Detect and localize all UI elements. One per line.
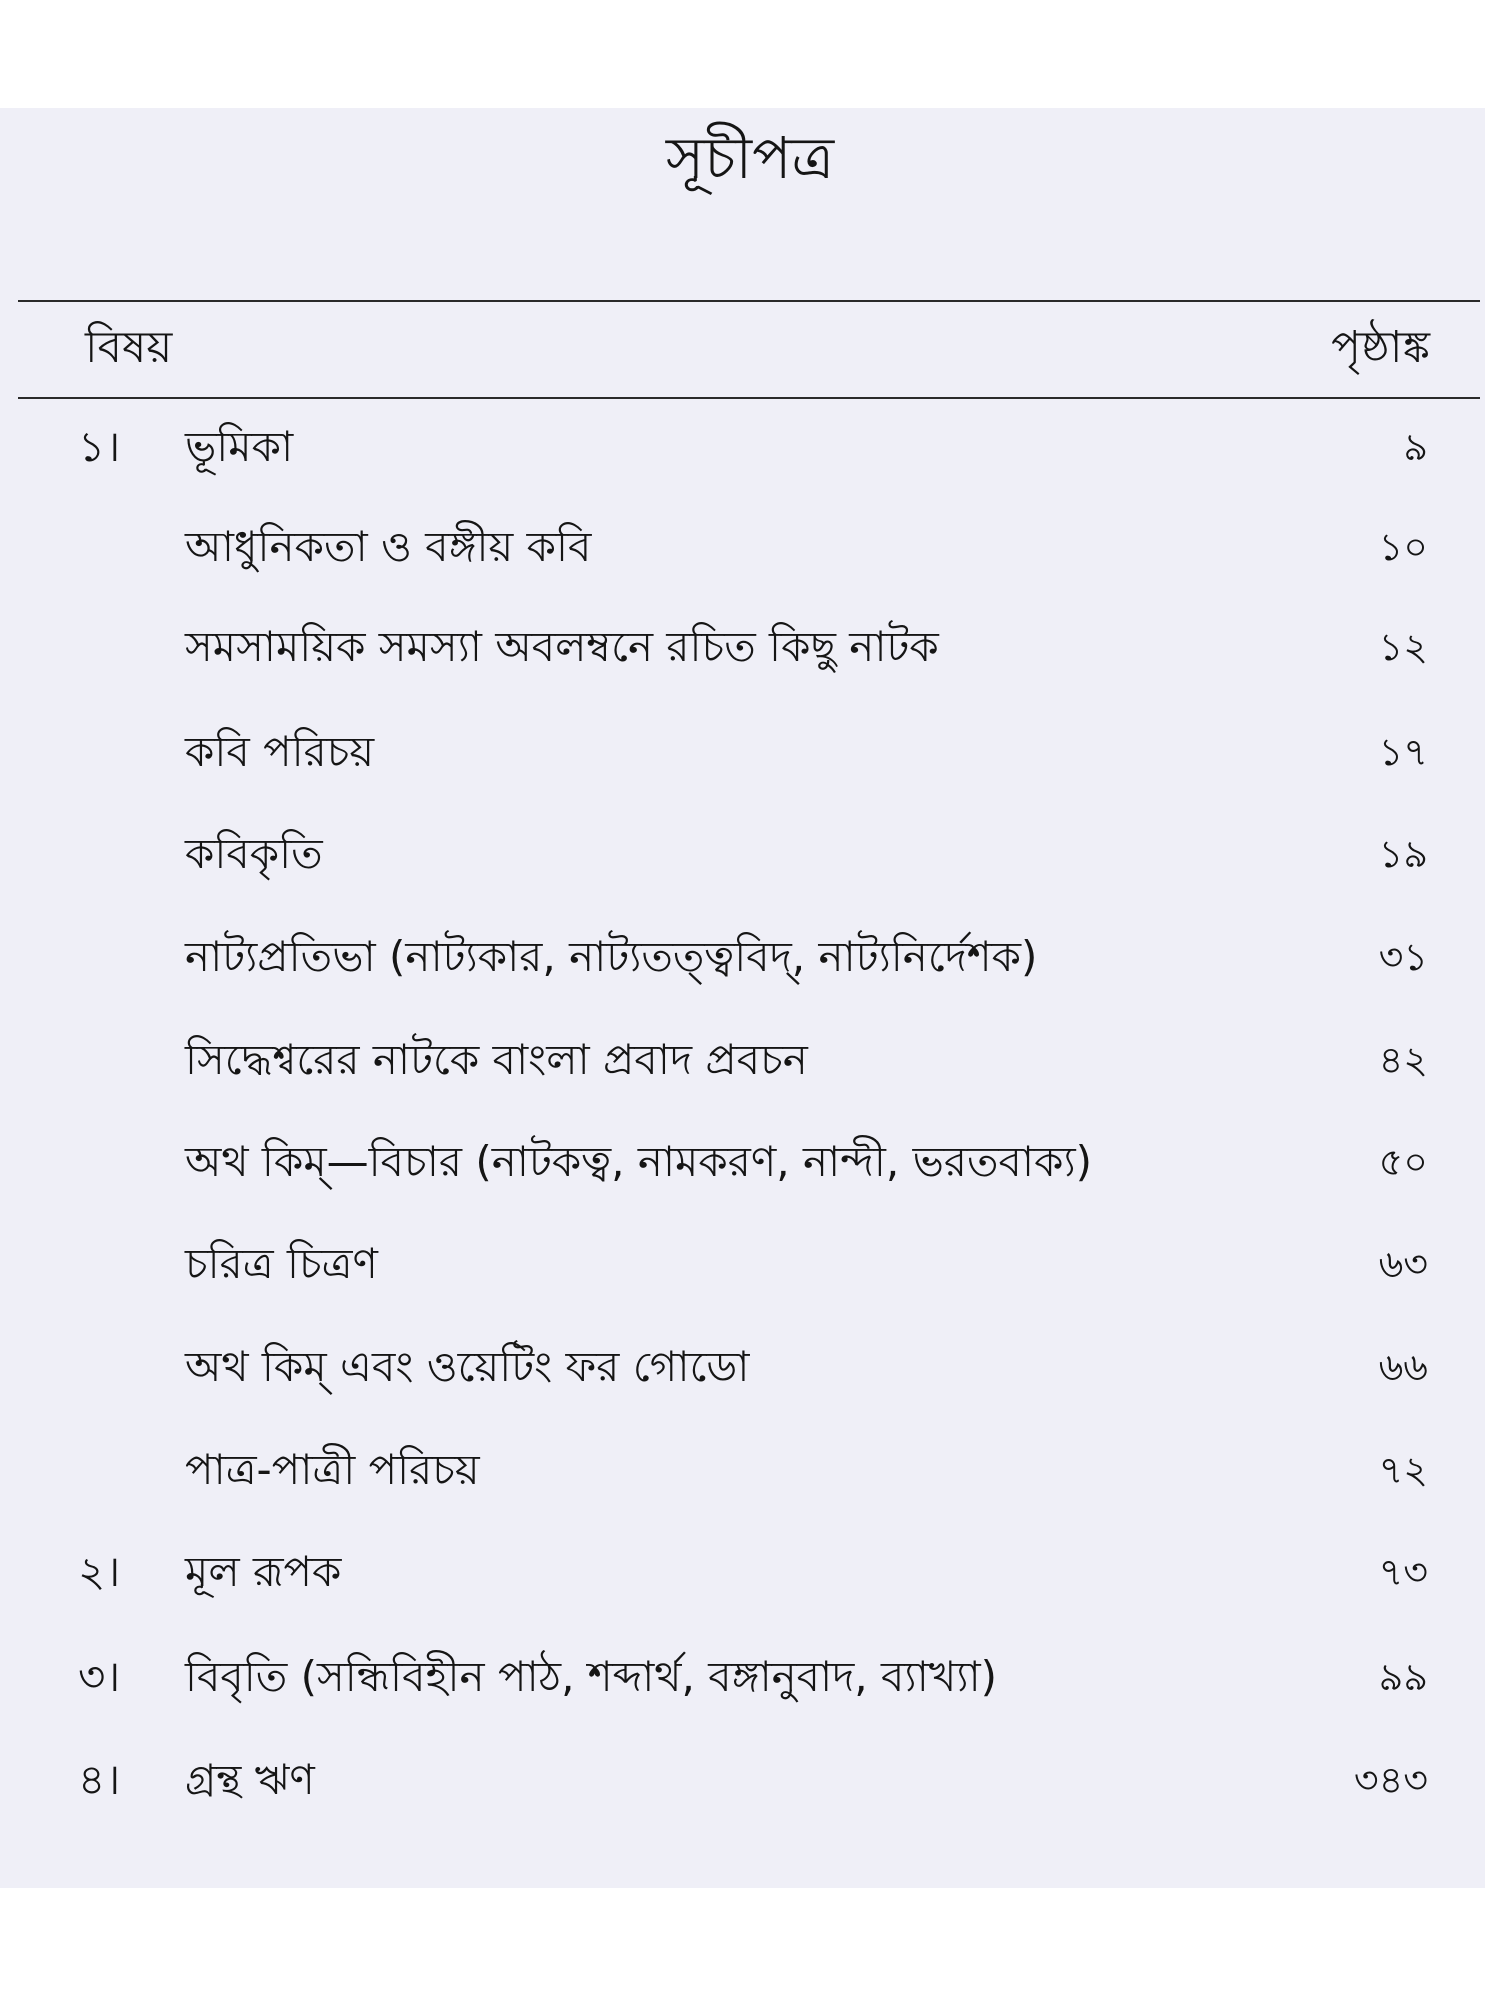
entry-number: ৩। <box>78 1652 121 1701</box>
entry-title: মূল রূপক <box>185 1547 342 1596</box>
toc-entry <box>0 812 1500 902</box>
toc-entry <box>0 1325 1500 1415</box>
entry-title: চরিত্র চিত্রণ <box>185 1239 378 1288</box>
entry-title: পাত্র-পাত্রী পরিচয় <box>185 1445 480 1494</box>
entry-number: ২। <box>78 1547 121 1596</box>
entry-page-number: ৯ <box>1403 425 1428 469</box>
entry-title: আধুনিকতা ও বঙ্গীয় কবি <box>185 522 592 571</box>
entry-page-number: ১৭ <box>1378 730 1428 774</box>
toc-entry <box>0 710 1500 800</box>
entry-page-number: ৩১ <box>1378 935 1428 979</box>
toc-entry <box>0 1530 1500 1620</box>
entry-title: গ্রন্থ ঋণ <box>185 1755 315 1804</box>
entry-title: অথ কিম্ এবং ওয়েটিং ফর গোডো <box>185 1342 750 1391</box>
entry-title: সমসাময়িক সমস্যা অবলম্বনে রচিত কিছু নাটক <box>185 622 939 671</box>
entry-page-number: ৭৩ <box>1378 1550 1428 1594</box>
toc-entry <box>0 1120 1500 1210</box>
toc-entry <box>0 1635 1500 1725</box>
toc-entry <box>0 505 1500 595</box>
toc-entry <box>0 605 1500 695</box>
entry-title: সিদ্ধেশ্বরের নাটকে বাংলা প্রবাদ প্রবচন <box>185 1035 808 1084</box>
entry-page-number: ৫০ <box>1378 1140 1428 1184</box>
header-bottom-rule <box>18 397 1480 399</box>
toc-entry <box>0 915 1500 1005</box>
page-title: সূচীপত্র <box>665 124 835 192</box>
toc-entry <box>0 1222 1500 1312</box>
header-top-rule <box>18 300 1480 302</box>
entry-page-number: ৪২ <box>1378 1038 1428 1082</box>
entry-page-number: ৬৩ <box>1378 1242 1428 1286</box>
toc-entry <box>0 405 1500 495</box>
toc-entry <box>0 1018 1500 1108</box>
entry-title: অথ কিম্—বিচার (নাটকত্ব, নামকরণ, নান্দী, ভরতবাক্য) <box>185 1137 1093 1186</box>
entry-number: ৪। <box>78 1755 121 1804</box>
entry-page-number: ৭২ <box>1378 1448 1428 1492</box>
entry-page-number: ৩৪৩ <box>1353 1758 1428 1802</box>
toc-entry <box>0 1738 1500 1828</box>
entry-title: কবিকৃতি <box>185 829 323 878</box>
entry-title: নাট্যপ্রতিভা (নাট্যকার, নাট্যতত্ত্ববিদ্, নাট্যনির্দেশক) <box>185 932 1038 981</box>
entry-number: ১। <box>78 422 121 471</box>
column-header-subject: বিষয় <box>85 322 173 373</box>
entry-page-number: ১০ <box>1378 525 1428 569</box>
entry-page-number: ৬৬ <box>1378 1345 1428 1389</box>
entry-title: কবি পরিচয় <box>185 727 375 776</box>
entry-page-number: ১২ <box>1378 625 1428 669</box>
toc-entry <box>0 1428 1500 1518</box>
entry-page-number: ৯৯ <box>1378 1655 1428 1699</box>
entry-title: ভূমিকা <box>185 422 294 471</box>
entry-page-number: ১৯ <box>1378 832 1428 876</box>
column-header-page: পৃষ্ঠাঙ্ক <box>1331 322 1430 373</box>
entry-title: বিবৃতি (সন্ধিবিহীন পাঠ, শব্দার্থ, বঙ্গানুবাদ, ব্যাখ্যা) <box>185 1652 998 1701</box>
